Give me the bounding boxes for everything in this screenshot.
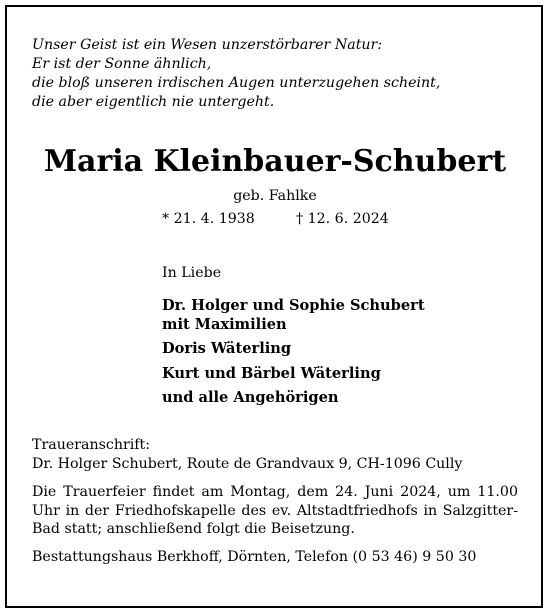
poem-quote (32, 36, 440, 112)
deceased-name: Maria Kleinbauer-Schubert (43, 144, 507, 179)
birth-date: * 21. 4. 1938 (162, 211, 255, 227)
notice-footer (32, 436, 518, 567)
mourners-intro: In Liebe (162, 265, 222, 281)
poem-line: Er ist der Sonne ähnlich, (32, 56, 212, 72)
mourner-line: Kurt und Bärbel Wäterling (162, 364, 381, 382)
undertaker-info: Bestattungshaus Berkhoff, Dörnten, Telefon (0 53 46) 9 50 30 (32, 548, 477, 565)
mourners-list (162, 297, 425, 408)
mourner-line: mit Maximilien (162, 315, 287, 333)
poem-line: die aber eigentlich nie untergeht. (32, 94, 275, 110)
address-label: Traueranschrift: (32, 437, 151, 453)
poem-line: Unser Geist ist ein Wesen unzerstörbarer Natur: (32, 37, 383, 53)
mourning-address: Dr. Holger Schubert, Route de Grandvaux 9, CH-1096 Cully (32, 455, 463, 472)
mourner-line: und alle Angehörigen (162, 389, 339, 406)
ceremony-details: Die Trauerfeier findet am Montag, dem 24. Juni 2024, um 11.00 Uhr in der Friedhofskapelle des ev. Altstadtfriedhofs in Salzgitter-Bad statt; anschließend folgt die Beisetzung. (32, 484, 518, 538)
mourner-line: Doris Wäterling (162, 340, 292, 357)
born-name: geb. Fahlke (233, 188, 317, 204)
death-date: † 12. 6. 2024 (296, 211, 389, 227)
life-dates (162, 210, 402, 228)
poem-line: die bloß unseren irdischen Augen unterzugehen scheint, (32, 75, 441, 91)
mourner-line: Dr. Holger und Sophie Schubert (162, 297, 425, 314)
